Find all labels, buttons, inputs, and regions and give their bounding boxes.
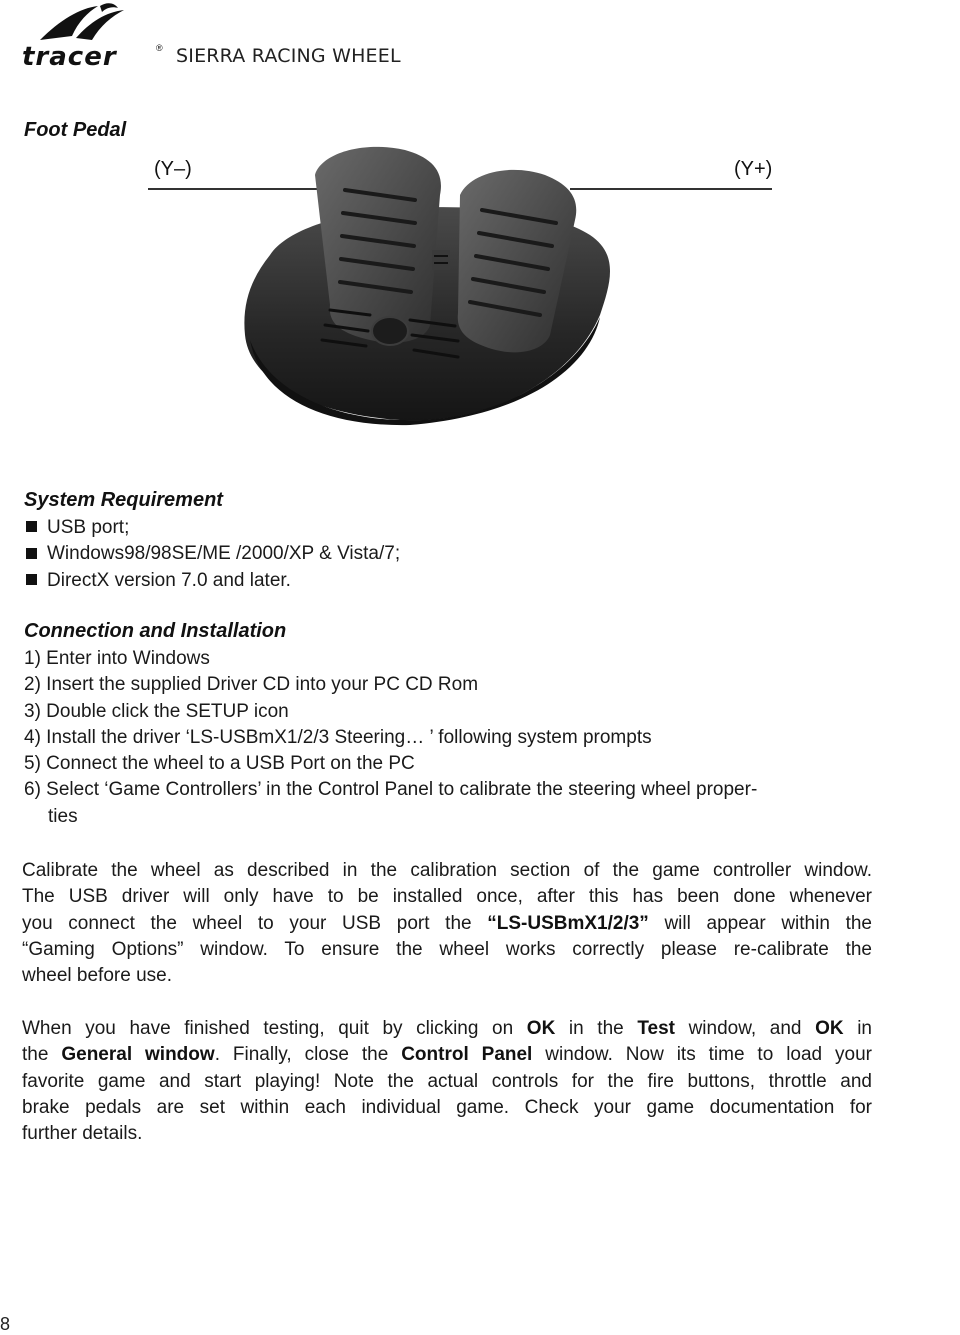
list-item: DirectX version 7.0 and later.	[24, 568, 400, 594]
foot-pedal-heading: Foot Pedal	[24, 119, 127, 141]
tracer-logo-mark-icon	[20, 0, 170, 45]
tracer-logo	[20, 0, 170, 72]
list-item: 5) Connect the wheel to a USB Port on the PC	[24, 753, 415, 775]
list-item: 4) Install the driver ‘LS-USBmX1/2/3 Steering… ’ following system prompts	[24, 726, 652, 748]
list-item: 2) Insert the supplied Driver CD into your PC CD Rom	[24, 674, 479, 696]
device-name-bold: “LS-USBmX1/2/3”	[487, 912, 649, 934]
y-minus-label: (Y–)	[154, 158, 192, 180]
tracer-wordmark: tracer	[22, 42, 117, 72]
page-header	[20, 0, 920, 75]
foot-pedal-figure	[140, 150, 790, 480]
page-number: 8	[0, 1314, 11, 1334]
calibration-paragraph: Calibrate the wheel as described in the calibration section of the game controller window. The USB driver will only have to be installed once, after this has been done whenever you connect the wheel to your USB port the “LS-USBmX1/2/3” will appear within the “Gaming Options” window. To ensure the wheel works correctly please re-calibrate the wheel before use.	[22, 860, 872, 987]
list-item: USB port;	[24, 515, 400, 541]
system-requirement-list	[24, 515, 400, 594]
foot-pedal-image	[230, 135, 670, 435]
list-item: 6) Select ‘Game Controllers’ in the Control Panel to calibrate the steering wheel proper-	[24, 779, 758, 801]
base-knob	[372, 317, 408, 345]
finish-paragraph: When you have finished testing, quit by clicking on OK in the Test window, and OK in the General window. Finally, close the Control Panel window. Now its time to load your favorite game and start playing! Note the actual controls for the fire buttons, throttle and brake pedals are set within each individual game. Check your game documentation for further details.	[22, 1018, 872, 1145]
list-item: 3) Double click the SETUP icon	[24, 700, 289, 722]
square-bullet-icon	[26, 521, 37, 532]
system-requirement-heading: System Requirement	[24, 489, 223, 511]
product-title: SIERRA RACING WHEEL	[176, 45, 401, 67]
y-plus-label: (Y+)	[734, 158, 773, 180]
square-bullet-icon	[26, 574, 37, 585]
connection-heading: Connection and Installation	[24, 620, 287, 642]
list-item: 1) Enter into Windows	[24, 648, 210, 669]
list-item: Windows98/98SE/ME /2000/XP & Vista/7;	[24, 541, 400, 567]
left-pedal	[315, 147, 441, 343]
installation-steps	[24, 646, 854, 830]
list-item-continuation: ties	[48, 805, 78, 827]
square-bullet-icon	[26, 548, 37, 559]
registered-mark: ®	[156, 43, 163, 53]
